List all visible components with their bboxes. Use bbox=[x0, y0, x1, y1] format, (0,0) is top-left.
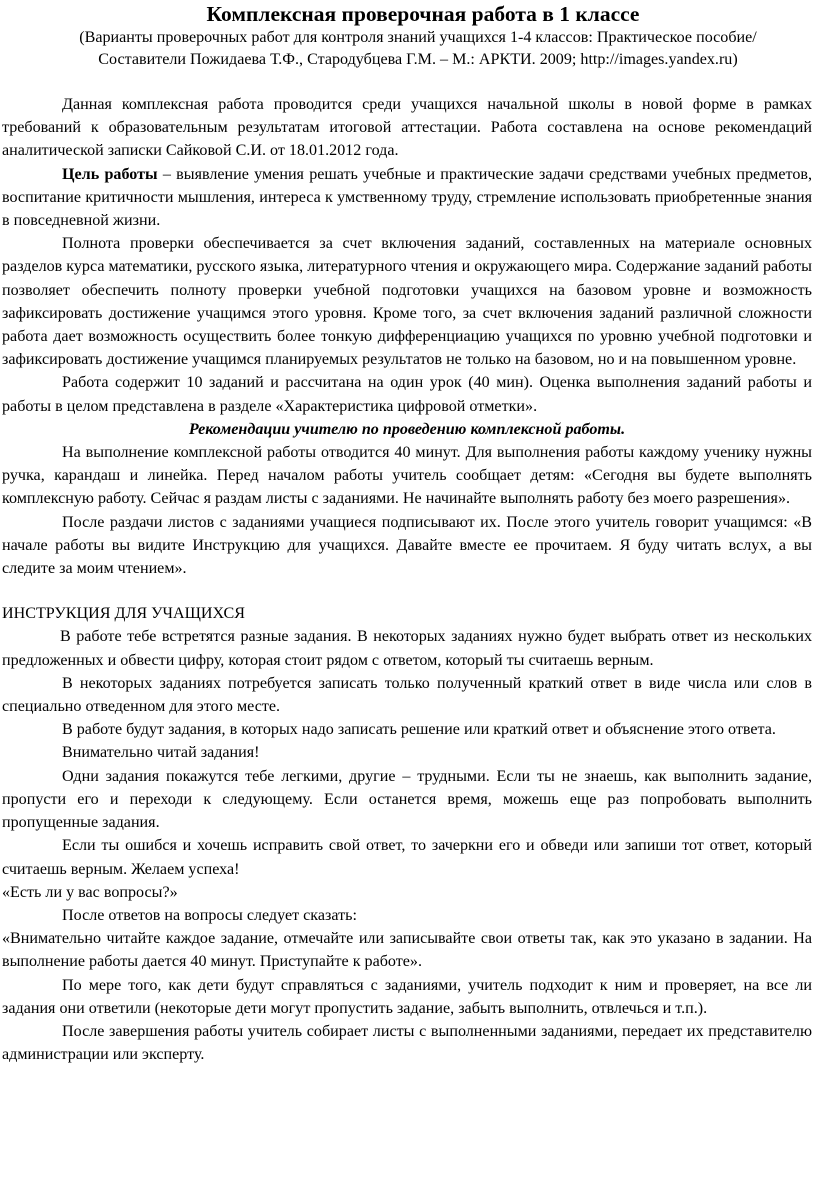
instructions-paragraph: Если ты ошибся и хочешь исправить свой ответ, то зачеркни его и обведи или запиши тот ответ, который считаешь верным. Желаем успеха! bbox=[2, 837, 812, 878]
goal-paragraph bbox=[2, 163, 812, 233]
goal-text: – выявление умения решать учебные и практические задачи средствами учебных предметов, воспитание критичности мышления, интереса к умственному труду, стремление использовать приобретенные знания в повседневной жизни. bbox=[2, 165, 812, 230]
recommendations-paragraph: После раздачи листов с заданиями учащиеся подписывают их. После этого учитель говорит учащимся: «В начале работы вы видите Инструкцию для учащихся. Давайте вместе ее прочитаем. Я буду читать вслух, а вы следите за моим чтением». bbox=[2, 513, 812, 578]
intro-paragraph: Данная комплексная работа проводится среди учащихся начальной школы в новой форме в рамках требований к образовательным результатам итоговой аттестации. Работа составлена на основе рекомендаций аналитической записки Сайковой С.И. от 18.01.2012 года. bbox=[2, 96, 812, 160]
instructions-paragraph: После завершения работы учитель собирает листы с выполненными заданиями, передает их представителю администрации или эксперту. bbox=[2, 1022, 812, 1064]
instructions-paragraph: В работе тебе встретятся разные задания. В некоторых заданиях нужно будет выбрать ответ из нескольких предложенных и обвести цифру, которая стоит рядом с ответом, который ты считаешь верным. bbox=[2, 628, 812, 669]
instructions-paragraph: В работе будут задания, в которых надо записать решение или краткий ответ и объяснение этого ответа. bbox=[62, 721, 776, 739]
instructions-paragraph: «Внимательно читайте каждое задание, отмечайте или записывайте свои ответы так, как это указано в задании. На выполнение работы дается 40 минут. Приступайте к работе». bbox=[2, 930, 812, 971]
goal-label: Цель работы bbox=[62, 165, 158, 183]
instructions-paragraph: «Есть ли у вас вопросы?» bbox=[2, 883, 178, 901]
instructions-paragraph: Одни задания покажутся тебе легкими, другие – трудными. Если ты не знаешь, как выполнить задание, пропусти его и переходи к следующему. Если останется время, можешь еще раз попробовать выполнить пропущенные задания. bbox=[2, 767, 812, 832]
instructions-paragraph: Внимательно читай задания! bbox=[62, 744, 260, 762]
document-body bbox=[0, 93, 816, 1066]
duration-paragraph: Работа содержит 10 заданий и рассчитана на один урок (40 мин). Оценка выполнения заданий работы и работы в целом представлена в разделе «Характеристика цифровой отметки». bbox=[2, 374, 812, 415]
instructions-paragraph: В некоторых заданиях потребуется записать только полученный краткий ответ в виде числа или слов в специально отведенном для этого месте. bbox=[2, 674, 812, 716]
instructions-paragraph: После ответов на вопросы следует сказать: bbox=[62, 906, 357, 924]
page-subtitle: (Варианты проверочных работ для контроля знаний учащихся 1-4 классов: Практическое пособие/Составители Пожидаева Т.Ф., Стародубцева Г.М. – М.: АРКТИ. 2009; http://images.yandex.ru) bbox=[79, 29, 757, 68]
instructions-paragraph: По мере того, как дети будут справляться с заданиями, учитель подходит к ним и проверяет, на все ли задания они ответили (некоторые дети могут пропустить задание, забыть выполнить, отвлечься и т.п.). bbox=[2, 976, 812, 1017]
coverage-paragraph: Полнота проверки обеспечивается за счет включения заданий, составленных на материале основных разделов курса математики, русского языка, литературного чтения и окружающего мира. Содержание заданий работы позволяет обеспечить полноту проверки учебной подготовки учащихся на базовом уровне и возможность зафиксировать достижение учащимся этого уровня. Кроме того, за счет включения заданий различной сложности работа дает возможность осуществить более тонкую дифференциацию учащихся по уровню учебной подготовки и зафиксировать достижение учащимся планируемых результатов не только на базовом, но и на повышенном уровне. bbox=[2, 235, 812, 369]
instructions-heading: ИНСТРУКЦИЯ ДЛЯ УЧАЩИХСЯ bbox=[2, 605, 245, 623]
page-title: Комплексная проверочная работа в 1 классе bbox=[206, 2, 640, 26]
recommendations-paragraph: На выполнение комплексной работы отводится 40 минут. Для выполнения работы каждому ученику нужны ручка, карандаш и линейка. Перед началом работы учитель сообщает детям: «Сегодня вы будете выполнять комплексную работу. Сейчас я раздам листы с заданиями. Не начинайте выполнять работу без моего разрешения». bbox=[2, 444, 812, 508]
recommendations-heading: Рекомендации учителю по проведению комплексной работы. bbox=[188, 420, 626, 438]
